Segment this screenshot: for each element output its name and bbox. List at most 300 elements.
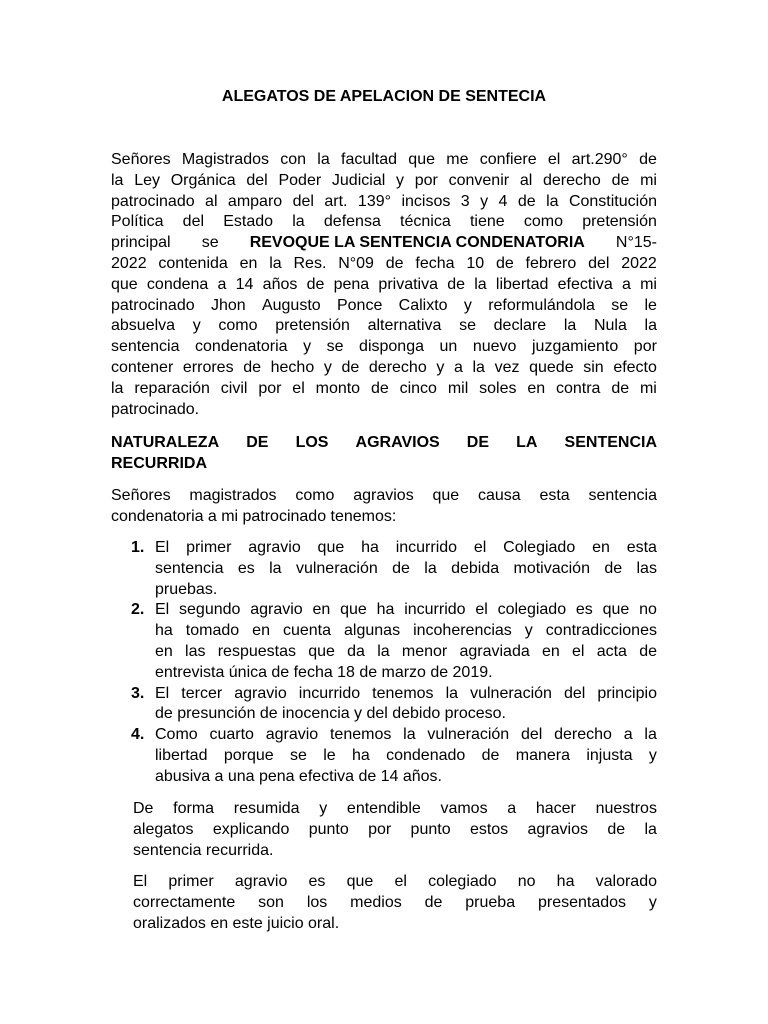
word: a [453, 358, 463, 376]
primer-agravio-paragraph [133, 872, 657, 934]
list-number: 2. [131, 601, 145, 619]
word: agravio [234, 873, 288, 890]
word: ha [376, 601, 395, 619]
word: y [524, 622, 533, 640]
word: la [563, 317, 577, 335]
word: 18 [337, 663, 355, 681]
word: Señores [111, 151, 171, 168]
word: ha [556, 873, 575, 890]
word: y [648, 893, 657, 911]
agravio-line [155, 600, 657, 621]
word: primer [186, 539, 232, 556]
word: de [424, 893, 443, 911]
word: de [259, 705, 278, 723]
word: el [572, 642, 585, 660]
word: menor [401, 642, 448, 660]
word: El [155, 539, 170, 556]
word: la [644, 726, 657, 744]
word: que [317, 539, 345, 556]
word: Jhon [210, 296, 246, 314]
word: El [155, 684, 170, 702]
word: agravio [248, 539, 301, 556]
word: pretensión [582, 213, 657, 231]
word: en [312, 601, 331, 619]
word: RECURRIDA [111, 454, 207, 472]
word: efecto [613, 358, 657, 376]
word: del [182, 213, 205, 231]
word: a [207, 507, 217, 525]
word: tiene [469, 213, 505, 231]
word: cuenta [282, 622, 332, 640]
word: sentencia [155, 559, 224, 577]
word: punto [410, 820, 451, 838]
word: por [633, 338, 657, 356]
agravios-intro-line [111, 486, 657, 507]
intro-line [111, 212, 657, 233]
word: entendible [346, 800, 421, 817]
word: incoherencias [413, 622, 512, 640]
word: Como [155, 726, 198, 744]
intro-line [111, 171, 657, 192]
word: a [507, 800, 517, 817]
word: en [155, 642, 173, 660]
word: 2022 [621, 254, 657, 272]
list-number: 4. [131, 726, 145, 744]
word: forma [173, 800, 215, 817]
word: de [481, 746, 500, 764]
word: NATURALEZA [111, 434, 220, 451]
agravio-line [155, 559, 657, 580]
word: contra [555, 379, 601, 397]
word: de [155, 705, 173, 723]
word: Calixto [398, 296, 448, 314]
word: AGRAVIOS [355, 434, 440, 451]
word: a [623, 726, 633, 744]
word: disponga [359, 338, 424, 356]
word: contener [111, 358, 174, 376]
word: de [358, 767, 377, 785]
heading-line [111, 454, 657, 475]
word: Res. [293, 254, 327, 272]
word: privativa [378, 275, 438, 293]
word: colegiado [428, 873, 497, 890]
word: por [414, 171, 438, 189]
word: tenemos: [330, 507, 397, 525]
word: incurrido [404, 601, 466, 619]
word: los [306, 893, 328, 911]
word: a [621, 275, 631, 293]
word: febrero [525, 254, 577, 272]
word: fecha [293, 663, 333, 681]
resumen-line [133, 799, 657, 820]
agravio-line [155, 663, 657, 684]
word: pena [333, 275, 370, 293]
word: del [292, 192, 314, 210]
word: Magistrados [181, 151, 269, 168]
word: resumida [233, 800, 300, 817]
word: que [111, 275, 138, 293]
word: mi [221, 507, 239, 525]
word: 139° [357, 192, 392, 210]
word: y [323, 358, 332, 376]
word: Orgánica [170, 171, 236, 189]
word: SENTENCIA [564, 434, 657, 451]
word: en [527, 379, 546, 397]
word: DE [246, 434, 269, 451]
word: con [280, 151, 307, 168]
word: mi [640, 171, 657, 189]
agravio-line [155, 538, 657, 559]
word: por [258, 379, 282, 397]
word: en [239, 254, 258, 272]
intro-line [111, 296, 657, 317]
word: presentados [537, 893, 627, 911]
word: prueba [465, 893, 516, 911]
word: efectiva [557, 275, 613, 293]
word: me [446, 151, 469, 168]
word: años. [402, 767, 442, 785]
word: del [366, 705, 388, 723]
word: acta [596, 642, 627, 660]
section-heading [111, 433, 657, 475]
word: de [611, 379, 630, 397]
word: cuarto [209, 726, 254, 744]
word: segundo [179, 601, 241, 619]
intro-paragraph [111, 150, 657, 420]
word: Señores [111, 487, 171, 504]
agravios-intro-line [111, 507, 657, 528]
word: causa [477, 487, 521, 504]
word: el [475, 601, 488, 619]
word: única [228, 663, 268, 681]
word: efectiva [298, 767, 355, 785]
word: soles [479, 379, 517, 397]
word: LOS [295, 434, 329, 451]
word: vulneración [427, 726, 510, 744]
agravio-line [155, 725, 657, 746]
word: 3 [460, 192, 470, 210]
word: Política [111, 213, 164, 231]
word: ha [351, 746, 370, 764]
word: De [133, 800, 154, 817]
word: amparo [227, 192, 283, 210]
word: facultad [341, 151, 398, 168]
word: las [185, 642, 206, 660]
word: debida [451, 559, 500, 577]
list-number: 3. [131, 684, 145, 702]
word: se [459, 317, 476, 335]
word: cinco [399, 379, 437, 397]
word: y [436, 358, 445, 376]
word: mi [640, 275, 657, 293]
intro-line [111, 316, 657, 337]
word: le [644, 296, 657, 314]
agravios-intro-paragraph [111, 486, 657, 528]
word: agravios [353, 487, 414, 504]
word: la [546, 192, 559, 210]
word: técnica [400, 213, 451, 231]
word: derecho [368, 358, 427, 376]
word: y [354, 705, 363, 723]
word: y [396, 171, 404, 189]
word: debido [392, 705, 441, 723]
word: respuestas [217, 642, 296, 660]
word: años [262, 275, 298, 293]
agravio-line [155, 746, 657, 767]
word: Judicial [331, 171, 386, 189]
primer-agravio-line [133, 914, 657, 935]
agravio-line [155, 767, 657, 788]
agravio-line [155, 704, 657, 725]
word: monto [315, 379, 361, 397]
word: que [340, 601, 367, 619]
word: nuestros [595, 800, 657, 817]
word: LA [516, 434, 538, 451]
word: oralizados [133, 914, 206, 932]
word: en [541, 642, 560, 660]
word: incisos [401, 192, 451, 210]
word: incurrido [298, 684, 361, 702]
word: fecha [415, 254, 455, 272]
document-title: ALEGATOS DE APELACION DE SENTECIA [221, 88, 547, 105]
word: es [575, 601, 593, 619]
word: la [111, 379, 124, 397]
word: vulneración [295, 559, 378, 577]
agravio-line [155, 621, 657, 642]
word: hacer [535, 800, 576, 817]
word: sentencia [588, 487, 657, 504]
list-number: 1. [131, 539, 145, 556]
word: hecho [270, 358, 315, 376]
word: entrevista [155, 663, 225, 681]
primer-agravio-line [133, 893, 657, 914]
word: la [403, 726, 416, 744]
word: tercer [181, 684, 223, 702]
word: principal [111, 234, 171, 252]
intro-line [111, 233, 657, 254]
word: una [227, 767, 255, 785]
word: colegiado [497, 601, 567, 619]
word: ha [155, 622, 173, 640]
word: le [323, 746, 336, 764]
word: la [472, 358, 485, 376]
word: la [377, 642, 390, 660]
word: Estado [223, 213, 274, 231]
word: 2022 [111, 254, 147, 272]
word: condena [146, 275, 209, 293]
word: injusta [586, 746, 633, 764]
word: de [392, 559, 410, 577]
word: agravio [234, 684, 287, 702]
word: en [592, 539, 610, 556]
agravio-item [111, 725, 657, 787]
word: que [346, 873, 374, 890]
word: mil [447, 379, 469, 397]
word: porque [223, 746, 274, 764]
word: pretensión [275, 317, 350, 335]
word: presunción [177, 705, 256, 723]
word: condenado [386, 746, 466, 764]
word: estos [469, 820, 509, 838]
primer-agravio-line [133, 872, 657, 893]
word: las [636, 559, 657, 577]
word: incurrido [395, 539, 458, 556]
word: ha [361, 539, 379, 556]
word: del [246, 171, 268, 189]
word: explicando [212, 820, 290, 838]
intro-line [111, 379, 657, 400]
word: esta [539, 487, 570, 504]
word: patrocinado [111, 192, 195, 210]
word: motivación [513, 559, 590, 577]
word: condenatoria [195, 338, 288, 356]
word: tenemos [372, 684, 434, 702]
word: Ley [134, 171, 160, 189]
intro-line [111, 337, 657, 358]
word: de [306, 275, 325, 293]
word: correctamente [133, 893, 236, 911]
word: 14 [235, 275, 254, 293]
word: la [424, 559, 437, 577]
word: Augusto [261, 296, 321, 314]
word: no [639, 601, 657, 619]
word: que [308, 642, 335, 660]
word: Nula [593, 317, 627, 335]
agravio-line [155, 642, 657, 663]
word: sin [583, 358, 604, 376]
word: un [439, 338, 458, 356]
intro-line [111, 192, 657, 213]
resumen-paragraph [133, 799, 657, 861]
word: magistrados [189, 487, 277, 504]
word: contenida [158, 254, 228, 272]
word: sentencia [111, 338, 180, 356]
word: y [480, 192, 489, 210]
word: de [639, 642, 657, 660]
word: civil [220, 379, 248, 397]
agravio-item [111, 538, 657, 600]
word: este [232, 914, 263, 932]
word: de [607, 820, 626, 838]
word: condenatoria [111, 507, 204, 525]
word: alternativa [367, 317, 442, 335]
intro-line [111, 150, 657, 171]
word: de [611, 171, 630, 189]
word: Constitución [568, 192, 657, 210]
word: tenemos [329, 726, 392, 744]
word: tomado [185, 622, 240, 640]
word: de [243, 358, 261, 376]
word: de [359, 663, 378, 681]
word: quede [529, 358, 574, 376]
word: reparación [134, 379, 210, 397]
word: nuevo [472, 338, 517, 356]
word: DE [466, 434, 490, 451]
agravio-item [111, 600, 657, 683]
word: la [269, 559, 282, 577]
word: El [155, 601, 170, 619]
word: patrocinado [242, 507, 327, 525]
word: da [347, 642, 365, 660]
word: 14 [380, 767, 399, 785]
word: errores [182, 358, 234, 376]
word: se [326, 338, 344, 356]
word: en [252, 622, 270, 640]
intro-line [111, 358, 657, 379]
word: manera [515, 746, 570, 764]
word: recurrida. [205, 841, 274, 859]
word: juicio [267, 914, 304, 932]
word: absuelva [111, 317, 176, 335]
word: declare [493, 317, 547, 335]
word: agravios [527, 820, 589, 838]
word: la [292, 213, 305, 231]
word: pena [258, 767, 295, 785]
word: de [447, 275, 466, 293]
word: vulneración [470, 684, 552, 702]
word: art.290° [571, 151, 628, 168]
word: se [201, 234, 219, 252]
word: libertad [155, 746, 208, 764]
word: al [205, 192, 218, 210]
word: la [317, 151, 330, 168]
word: que [408, 151, 435, 168]
word: esta [626, 539, 657, 556]
word: y [192, 317, 201, 335]
word: patrocinado. [111, 400, 200, 418]
word: y [648, 746, 657, 764]
word: defensa [323, 213, 381, 231]
word: del [588, 254, 610, 272]
word: Ponce [336, 296, 383, 314]
word: como [523, 213, 563, 231]
word: confiere [479, 151, 537, 168]
word: el [473, 539, 487, 556]
word: al [519, 171, 533, 189]
word: vez [494, 358, 520, 376]
word: la [445, 684, 459, 702]
word: patrocinado [111, 296, 195, 314]
agravio-item [111, 684, 657, 726]
word: proceso. [444, 705, 506, 723]
word: el [292, 379, 305, 397]
word: es [237, 559, 255, 577]
word: de [604, 559, 623, 577]
word: de [639, 151, 657, 168]
word: mi [639, 379, 657, 397]
word: la [644, 317, 657, 335]
word: contradicciones [545, 622, 657, 640]
word: valorado [595, 873, 657, 890]
word: agraviada [459, 642, 530, 660]
word: El [133, 873, 148, 890]
word: y [303, 338, 312, 356]
word: N°09 [338, 254, 374, 272]
word: primer [168, 873, 214, 890]
word: principio [597, 684, 657, 702]
word: reformulándola [488, 296, 595, 314]
word: Colegiado [503, 539, 576, 556]
word: a [214, 767, 224, 785]
intro-line [111, 275, 657, 296]
word: de [341, 358, 360, 376]
word: agravio [265, 726, 319, 744]
word: libertad [495, 275, 549, 293]
word: y [463, 296, 472, 314]
word: de [495, 254, 514, 272]
word: del [563, 684, 586, 702]
word: inocencia [282, 705, 350, 723]
